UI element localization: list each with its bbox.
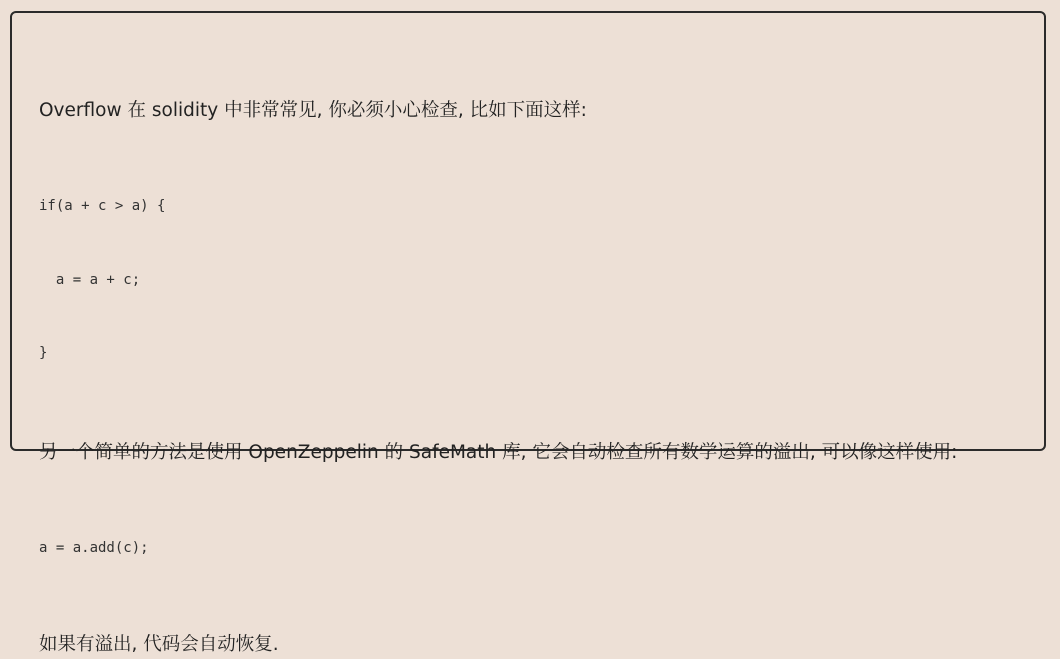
content-card [10,11,1046,655]
code-line: a = a.add(c); [39,539,149,556]
card-content [39,97,1024,659]
intro-paragraph: Overflow 在 solidity 中非常常见, 你必须小心检查, 比如下面这样: [39,100,587,121]
code-line: if(a + c > a) { [39,198,166,214]
code-block-safemath [39,487,1024,610]
conclusion-paragraph: 如果有溢出, 代码会自动恢复. [39,634,279,655]
code-block-overflow-check [39,145,1024,415]
code-line: a = a + c; [39,271,141,288]
safemath-paragraph: 另一个简单的方法是使用 OpenZeppelin 的 SafeMath 库, 它会自动检查所有数学运算的溢出, 可以像这样使用: [39,441,958,463]
code-line: } [39,345,48,361]
